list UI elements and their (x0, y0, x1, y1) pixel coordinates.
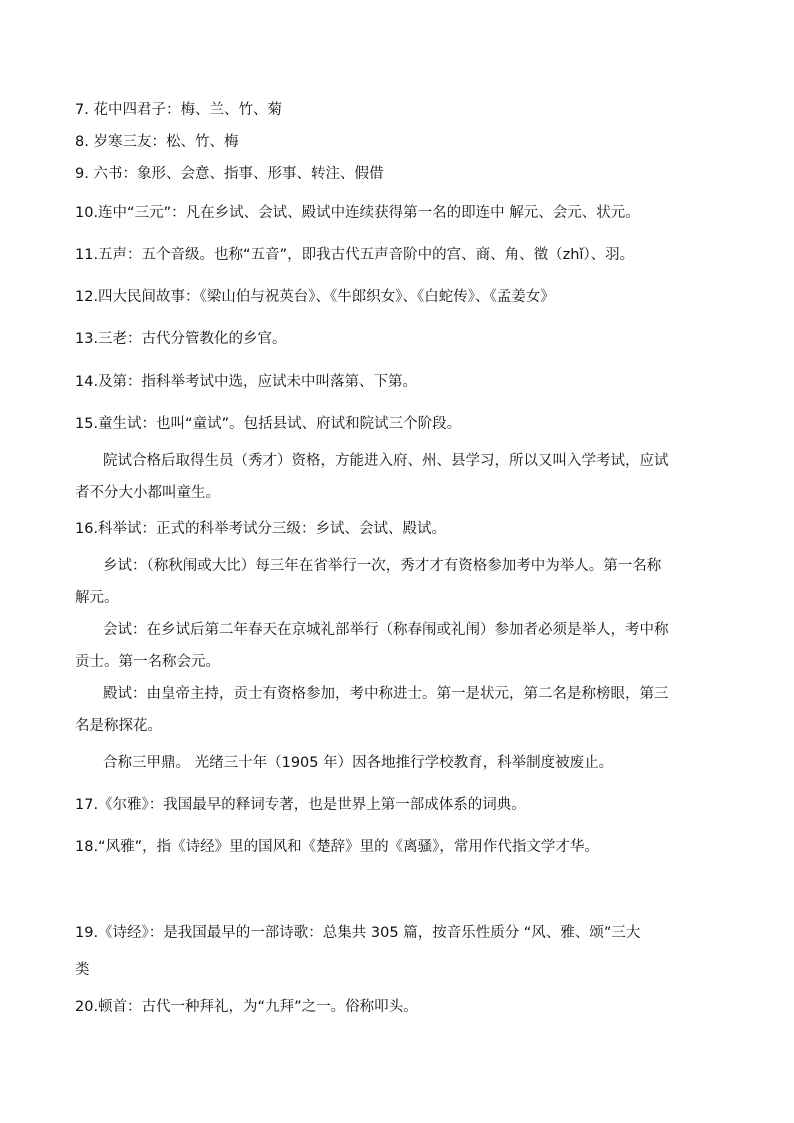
item-7: 7. 花中四君子：梅、兰、竹、菊 (75, 102, 282, 118)
item-16-dianshi-1: 殿试：由皇帝主持，贡士有资格参加，考中称进士。第一是状元，第二名是称榜眼，第三 (103, 686, 669, 702)
item-15-detail-2: 者不分大小都叫童生。 (75, 485, 220, 501)
item-16-dianshi-2: 名是称探花。 (75, 718, 162, 734)
item-19: 19.《诗经》：是我国最早的一部诗歌：总集共 305 篇，按音乐性质分 “风、雅、颂”三大 (75, 925, 641, 941)
item-16-summary: 合称三甲鼎。 光绪三十年（1905 年）因各地推行学校教育，科举制度被废止。 (103, 755, 614, 771)
item-19-cont: 类 (75, 962, 90, 978)
item-16-huishi-1: 会试：在乡试后第二年春天在京城礼部举行（称春闱或礼闱）参加者必须是举人，考中称 (103, 622, 669, 638)
item-16-huishi-2: 贡士。第一名称会元。 (75, 654, 220, 670)
item-17: 17.《尔雅》：我国最早的释词专著，也是世界上第一部成体系的词典。 (75, 797, 526, 813)
item-10: 10.连中“三元”：凡在乡试、会试、殿试中连续获得第一名的即连中 解元、会元、状元。 (75, 205, 640, 221)
item-12: 12.四大民间故事：《梁山伯与祝英台》、《牛郎织女》、《白蛇传》、《孟姜女》 (75, 289, 555, 305)
item-13: 13.三老：古代分管教化的乡官。 (75, 331, 287, 347)
item-9: 9. 六书：象形、会意、指事、形事、转注、假借 (75, 166, 384, 182)
item-20: 20.顿首：古代一种拜礼，为“九拜”之一。俗称叩头。 (75, 999, 418, 1015)
item-15-detail-1: 院试合格后取得生员（秀才）资格，方能进入府、州、县学习，所以又叫入学考试，应试 (103, 453, 669, 469)
item-15: 15.童生试：也叫“童试”。包括县试、府试和院试三个阶段。 (75, 416, 462, 432)
item-18: 18.“风雅”，指《诗经》里的国风和《楚辞》里的《离骚》，常用作代指文学才华。 (75, 839, 599, 855)
item-11: 11.五声：五个音级。也称“五音”，即我古代五声音阶中的宫、商、角、徵（zhǐ）、羽。 (75, 247, 635, 263)
item-16: 16.科举试：正式的科举考试分三级：乡试、会试、殿试。 (75, 521, 447, 537)
item-8: 8. 岁寒三友：松、竹、梅 (75, 134, 239, 150)
item-14: 14.及第：指科举考试中选，应试未中叫落第、下第。 (75, 374, 418, 390)
item-16-xiangshi-2: 解元。 (75, 590, 119, 606)
item-16-xiangshi-1: 乡试：（称秋闱或大比）每三年在省举行一次，秀才才有资格参加考中为举人。第一名称 (103, 558, 662, 574)
